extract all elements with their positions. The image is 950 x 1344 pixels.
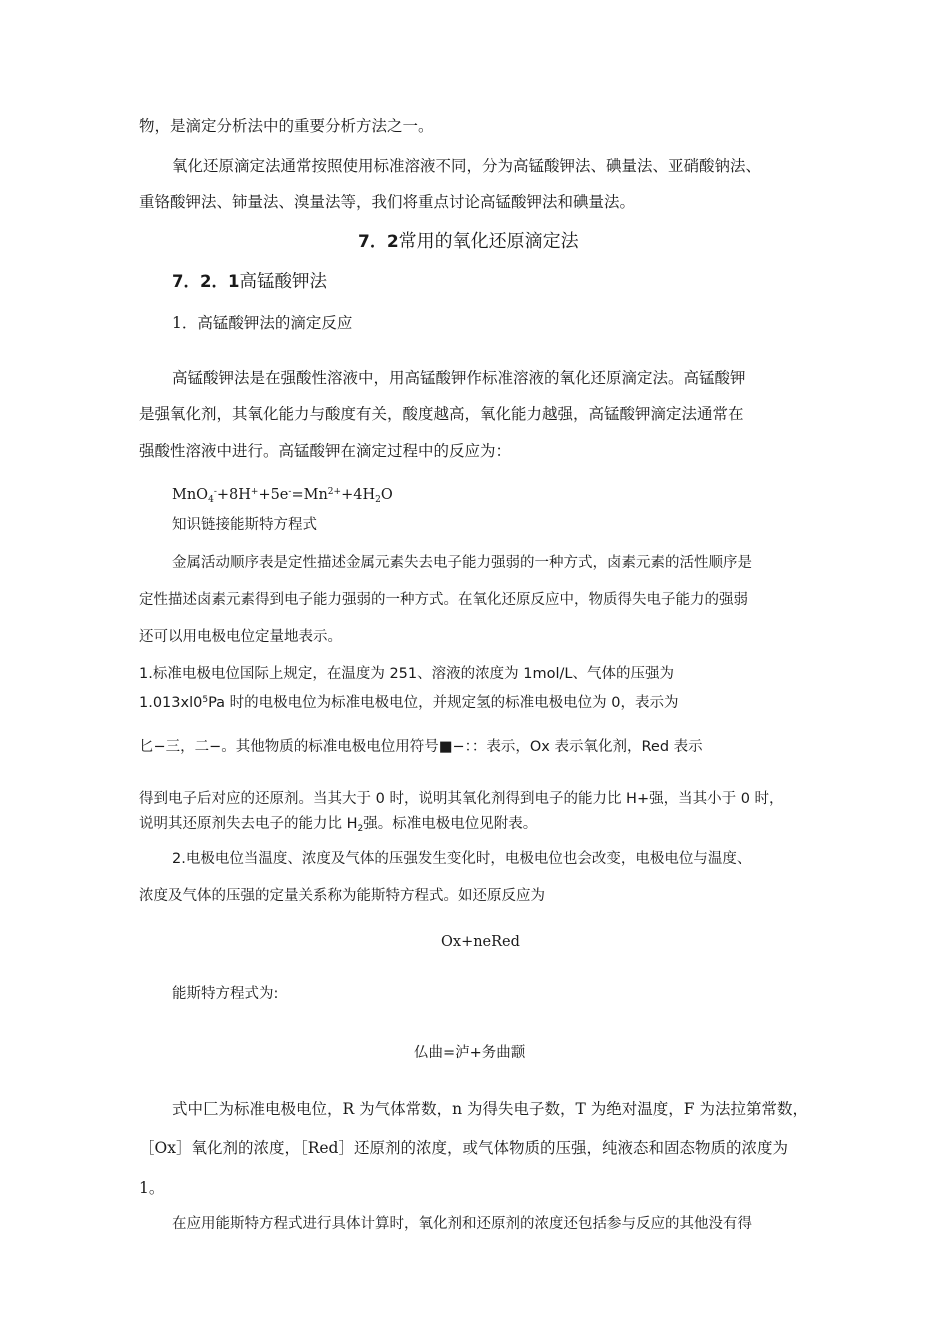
reduction-equation: Ox+neRed — [441, 934, 520, 950]
eq-subscript: 4 — [208, 495, 214, 505]
knowledge-link-heading: 知识链接能斯特方程式 — [172, 517, 317, 533]
paragraph-where-line3: 1。 — [139, 1179, 165, 1197]
eq-superscript: 2+ — [327, 487, 342, 497]
paragraph-classify-line1: 氧化还原滴定法通常按照使用标准溶液不同，分为高锰酸钾法、碘量法、亚硝酸钠法、 — [172, 157, 762, 175]
paragraph-standard-line4: 得到电子后对应的还原剂。当其大于 0 时，说明其氧化剂得到电子的能力比 H+强，当其小于 0 时， — [139, 791, 784, 807]
paragraph-kmno4-line1: 高锰酸钾法是在强酸性溶液中，用高锰酸钾作标准溶液的氧化还原滴定法。高锰酸钾 — [172, 369, 746, 387]
paragraph-metal-line2: 定性描述卤素元素得到电子能力强弱的一种方式。在氧化还原反应中，物质得失电子能力的强弱 — [139, 592, 748, 608]
paragraph-standard-line5-end: 强。标准电极电位见附表。 — [363, 816, 538, 832]
paragraph-standard-line2-rest: Pa 时的电极电位为标准电极电位，并规定氢的标准电极电位为 0，表示为 — [208, 695, 679, 711]
paragraph-standard-line3: 匕−三，二−。其他物质的标准电极电位用符号■−：：表示，Ox 表示氧化剂，Red 表示 — [139, 739, 703, 755]
h2-subscript: 2 — [357, 824, 364, 834]
paragraph-standard-line1: 1.标准电极电位国际上规定，在温度为 251、溶液的浓度为 1mol/L、气体的压强为 — [139, 666, 674, 682]
paragraph-classify-line2: 重铬酸钾法、铈量法、溴量法等，我们将重点讨论高锰酸钾法和碘量法。 — [139, 193, 636, 211]
paragraph-apply-line1: 在应用能斯特方程式进行具体计算时，氧化剂和还原剂的浓度还包括参与反应的其他没有得 — [172, 1216, 752, 1232]
nernst-label: 能斯特方程式为: — [172, 986, 279, 1002]
nernst-equation: 仏曲=泸+务曲颥 — [414, 1045, 526, 1061]
list-item-1-heading: 1．高锰酸钾法的滴定反应 — [172, 314, 353, 332]
eq-mno4: MnO — [172, 487, 209, 503]
paragraph-where-line2: ［Ox］氧化剂的浓度，［Red］还原剂的浓度，或气体物质的压强，纯液态和固态物质的浓度为 — [139, 1139, 788, 1157]
paragraph-standard-line2 — [139, 690, 679, 713]
eq-mn: =Mn — [291, 487, 328, 503]
paragraph-where-line1: 式中匚为标准电极电位，R 为气体常数，n 为得失电子数，T 为绝对温度，F 为法拉第常数， — [172, 1100, 808, 1118]
section-title: 常用的氧化还原滴定法 — [398, 231, 579, 252]
section-number: 7．2 — [358, 232, 399, 252]
paragraph-kmno4-line3: 强酸性溶液中进行。高锰酸钾在滴定过程中的反应为： — [139, 442, 512, 460]
eq-superscript: + — [250, 487, 259, 497]
section-heading — [358, 232, 579, 252]
subsection-heading — [172, 272, 327, 292]
subsection-title: 高锰酸钾法 — [239, 272, 327, 292]
eq-subscript: 2 — [375, 495, 381, 505]
reaction-equation — [172, 482, 393, 510]
paragraph-standard-line5 — [139, 814, 537, 839]
eq-superscript: - — [288, 487, 292, 497]
pressure-exponent: 5 — [202, 695, 209, 705]
paragraph-electrode-line1: 2.电极电位当温度、浓度及气体的压强发生变化时，电极电位也会改变，电极电位与温度、 — [172, 851, 752, 867]
pressure-value: 1.013xl0 — [139, 695, 203, 711]
paragraph-kmno4-line2: 是强氧化剂，其氧化能力与酸度有关，酸度越高，氧化能力越强，高锰酸钾滴定法通常在 — [139, 405, 744, 423]
eq-water-o: O — [380, 487, 393, 503]
eq-superscript: - — [213, 487, 217, 497]
subsection-number: 7．2．1 — [172, 272, 240, 291]
paragraph-intro-end: 物，是滴定分析法中的重要分析方法之一。 — [139, 117, 434, 135]
eq-electron: +5e — [258, 487, 289, 503]
eq-water-h: +4H — [341, 487, 376, 503]
paragraph-standard-line5-start: 说明其还原剂失去电子的能力比 H — [139, 816, 358, 832]
eq-h-plus: +8H — [216, 487, 251, 503]
paragraph-metal-line1: 金属活动顺序表是定性描述金属元素失去电子能力强弱的一种方式，卤素元素的活性顺序是 — [172, 555, 752, 571]
paragraph-metal-line3: 还可以用电极电位定量地表示。 — [139, 629, 342, 645]
paragraph-electrode-line2: 浓度及气体的压强的定量关系称为能斯特方程式。如还原反应为 — [139, 888, 545, 904]
